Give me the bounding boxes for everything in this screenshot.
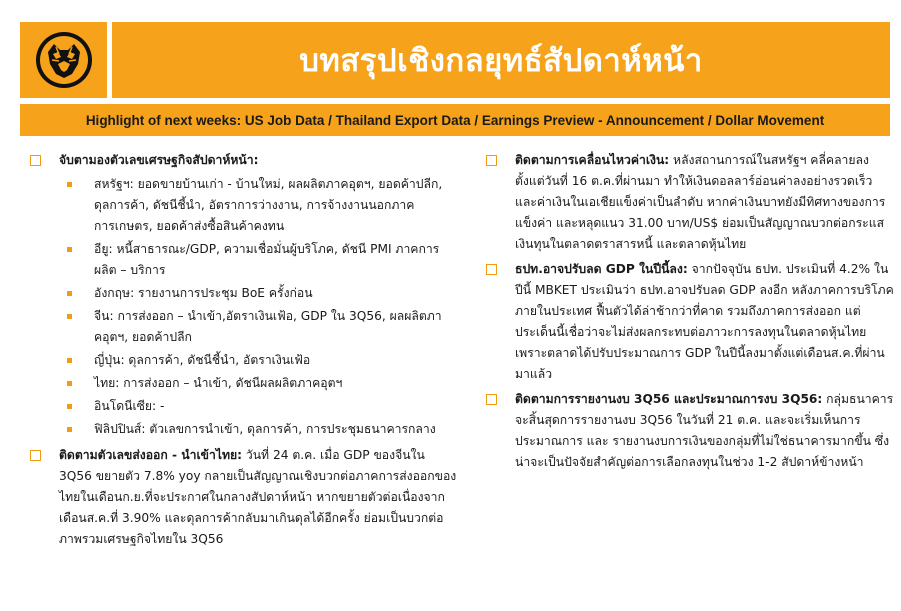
title-bar bbox=[112, 22, 890, 98]
checkbox-bullet-icon bbox=[486, 155, 497, 166]
economic-list bbox=[67, 174, 460, 440]
square-bullet-icon bbox=[67, 381, 72, 386]
list-item: ไทย: การส่งออก – นำเข้า, ดัชนีผลผลิตภาคอุตฯ bbox=[67, 373, 460, 394]
section-title: ธปท.อาจปรับลด GDP ในปีนี้ลง: bbox=[515, 262, 688, 276]
section-title: ติดตามการรายงานงบ 3Q56 และประมาณการงบ 3Q56: bbox=[515, 392, 823, 406]
section-thai-export bbox=[30, 445, 460, 550]
list-item: อินโดนีเซีย: - bbox=[67, 396, 460, 417]
square-bullet-icon bbox=[67, 247, 72, 252]
section-economic-calendar bbox=[30, 150, 460, 442]
section-currency bbox=[486, 150, 894, 255]
list-item: ฟิลิปปินส์: ตัวเลขการนำเข้า, ดุลการค้า, การประชุมธนาคารกลาง bbox=[67, 419, 460, 440]
tiger-head-icon bbox=[34, 30, 94, 90]
list-item: จีน: การส่งออก – นำเข้า,อัตราเงินเฟ้อ, GDP ใน 3Q56, ผลผลิตภาคอุตฯ, ยอดค้าปลีก bbox=[67, 306, 460, 348]
right-column bbox=[486, 150, 894, 477]
list-item: อียู: หนี้สาธารณะ/GDP, ความเชื่อมั่นผู้บริโภค, ดัชนี PMI ภาคการผลิต – บริการ bbox=[67, 239, 460, 281]
list-item: สหรัฐฯ: ยอดขายบ้านเก่า - บ้านใหม่, ผลผลิตภาคอุตฯ, ยอดค้าปลีก, ดุลการค้า, ดัชนีชี้นำ, อัตราการว่างงาน, การจ้างงานนอกภาคการเกษตร, ยอดค้าส่งซื้อสินค้าคงทน bbox=[67, 174, 460, 237]
logo bbox=[20, 22, 107, 98]
checkbox-bullet-icon bbox=[486, 264, 497, 275]
section-bot-gdp bbox=[486, 259, 894, 385]
page-title: บทสรุปเชิงกลยุทธ์สัปดาห์หน้า bbox=[299, 43, 703, 79]
left-column bbox=[30, 150, 460, 553]
list-item: ญี่ปุ่น: ดุลการค้า, ดัชนีชี้นำ, อัตราเงินเฟ้อ bbox=[67, 350, 460, 371]
section-body: หลังสถานการณ์ในสหรัฐฯ คลี่คลายลง ตั้งแต่วันที่ 16 ต.ค.ที่ผ่านมา ทำให้เงินดอลลาร์อ่อนค่าลงอย่างรวดเร็ว และค่าเงินในเอเชียแข็งค่าเป็นลำดับ หากค่าเงินบาทยังมีทิศทางของการแข็งค่า และหลุดแนว 31.00 บาท/US$ ย่อมเป็นสัญญาณบวกต่อกระแสเงินทุนในตลาดตราสารหนี้ และตลาดหุ้นไทย bbox=[515, 153, 886, 251]
section-body: วันที่ 24 ต.ค. เมื่อ GDP ของจีนใน 3Q56 ขยายตัว 7.8% yoy กลายเป็นสัญญาณเชิงบวกต่อภาคการส่งออกของไทยในเดือนก.ย.ที่จะประกาศในกลางสัปดาห์หน้า หากขยายตัวต่อเนื่องจากเดือนส.ค.ที่ 3.90% และดุลการค้ากลับมาเกินดุลได้อีกครั้ง ย่อมเป็นบวกต่อภาพรวมเศรษฐกิจไทยใน 3Q56 bbox=[59, 448, 457, 546]
section-title: ติดตามการเคลื่อนไหวค่าเงิน: bbox=[515, 153, 670, 167]
square-bullet-icon bbox=[67, 291, 72, 296]
section-title: ติดตามตัวเลขส่งออก - นำเข้าไทย: bbox=[59, 448, 242, 462]
square-bullet-icon bbox=[67, 358, 72, 363]
square-bullet-icon bbox=[67, 314, 72, 319]
square-bullet-icon bbox=[67, 427, 72, 432]
list-item: อังกฤษ: รายงานการประชุม BoE ครั้งก่อน bbox=[67, 283, 460, 304]
square-bullet-icon bbox=[67, 404, 72, 409]
section-earnings bbox=[486, 389, 894, 473]
checkbox-bullet-icon bbox=[30, 450, 41, 461]
section-title: จับตามองตัวเลขเศรษฐกิจสัปดาห์หน้า: bbox=[59, 153, 259, 167]
checkbox-bullet-icon bbox=[486, 394, 497, 405]
square-bullet-icon bbox=[67, 182, 72, 187]
section-body: กลุ่มธนาคารจะสิ้นสุดการรายงานงบ 3Q56 ในวันที่ 21 ต.ค. และจะเริ่มเห็นการประมาณการ และ รายงานงบการเงินของกลุ่มที่ไม่ใช่ธนาคารมากขึ้น ซึ่งน่าจะเป็นปัจจัยสำคัญต่อการเลือกลงทุนในช่วง 1-2 สัปดาห์ข้างหน้า bbox=[515, 392, 894, 469]
page-subtitle: Highlight of next weeks: US Job Data / Thailand Export Data / Earnings Preview - Announcement / Dollar Movement bbox=[85, 112, 825, 128]
section-body: จากปัจจุบัน ธปท. ประเมินที่ 4.2% ในปีนี้ MBKET ประเมินว่า ธปท.อาจปรับลด GDP ลงอีก หลังภาคการบริโภคภายในประเทศ ฟื้นตัวได้ล่าช้ากว่าที่คาด รวมถึงภาคการส่งออก แต่ประเด็นนี้เชื่อว่าจะไม่ส่งผลกระทบต่อภาวะการลงทุนในตลาดหุ้นไทย เพราะตลาดได้ปรับประมาณการ GDP ในปีนี้ลงมาตั้งแต่เดือนส.ค.ที่ผ่านมาแล้ว bbox=[515, 262, 894, 381]
checkbox-bullet-icon bbox=[30, 155, 41, 166]
subtitle-bar bbox=[20, 104, 890, 136]
